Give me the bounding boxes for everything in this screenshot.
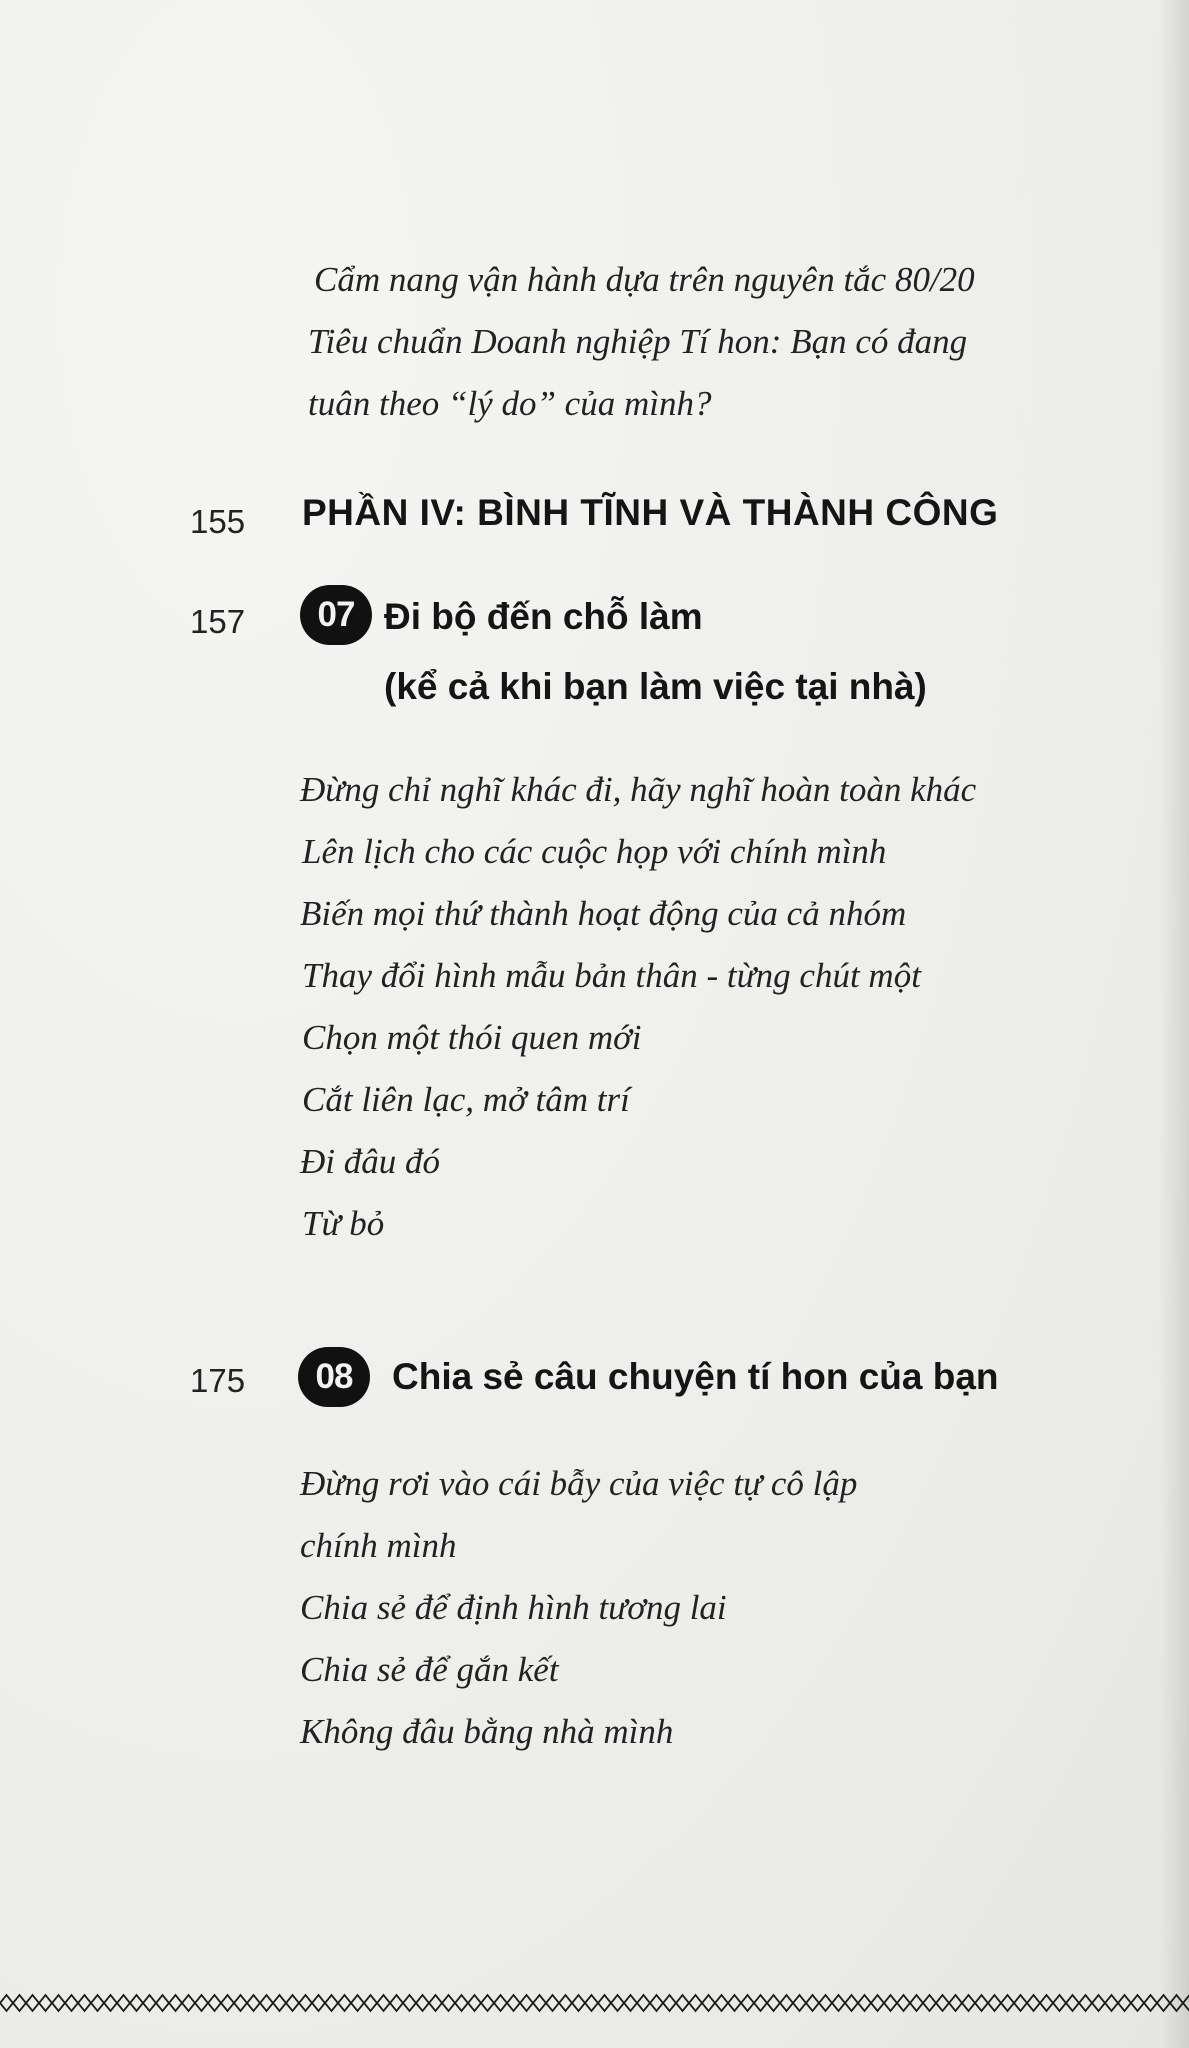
toc-section-line: Thay đổi hình mẫu bản thân - từng chút một (302, 956, 921, 995)
toc-section-line: Lên lịch cho các cuộc họp với chính mình (302, 832, 887, 871)
chapter-number-badge: 07 (300, 585, 372, 645)
part-page-number: 155 (190, 503, 246, 540)
ornamental-border (0, 1992, 1189, 2014)
toc-section-line: Biến mọi thứ thành hoạt động của cả nhóm (300, 894, 907, 933)
toc-section-line: Chia sẻ để gắn kết (300, 1650, 559, 1689)
chapter-page-number: 157 (190, 603, 246, 640)
toc-section-line: Cắt liên lạc, mở tâm trí (302, 1080, 630, 1119)
toc-section-line: Cẩm nang vận hành dựa trên nguyên tắc 80/20 (314, 260, 975, 299)
toc-section-line: Chia sẻ để định hình tương lai (300, 1588, 727, 1627)
toc-section-line: Chọn một thói quen mới (302, 1018, 642, 1057)
toc-section-line: Đi đâu đó (300, 1142, 440, 1181)
toc-section-line: Tiêu chuẩn Doanh nghiệp Tí hon: Bạn có đang (308, 322, 968, 361)
toc-section-line: Đừng chỉ nghĩ khác đi, hãy nghĩ hoàn toàn khác (300, 770, 977, 809)
part-title: PHẦN IV: BÌNH TĨNH VÀ THÀNH CÔNG (302, 492, 999, 533)
chapter-title: Đi bộ đến chỗ làm (384, 596, 703, 637)
page-edge-shadow (1159, 0, 1189, 2048)
toc-section-line: Không đâu bằng nhà mình (300, 1712, 674, 1751)
chapter-number-badge: 08 (298, 1347, 370, 1407)
chapter-title-continued: (kể cả khi bạn làm việc tại nhà) (384, 666, 927, 707)
chapter-page-number: 175 (190, 1362, 246, 1399)
toc-section-line: tuân theo “lý do” của mình? (308, 384, 712, 423)
chapter-title: Chia sẻ câu chuyện tí hon của bạn (392, 1356, 999, 1397)
toc-section-line: chính mình (300, 1526, 457, 1565)
toc-section-line: Đừng rơi vào cái bẫy của việc tự cô lập (300, 1464, 858, 1503)
toc-section-line: Từ bỏ (302, 1204, 385, 1243)
